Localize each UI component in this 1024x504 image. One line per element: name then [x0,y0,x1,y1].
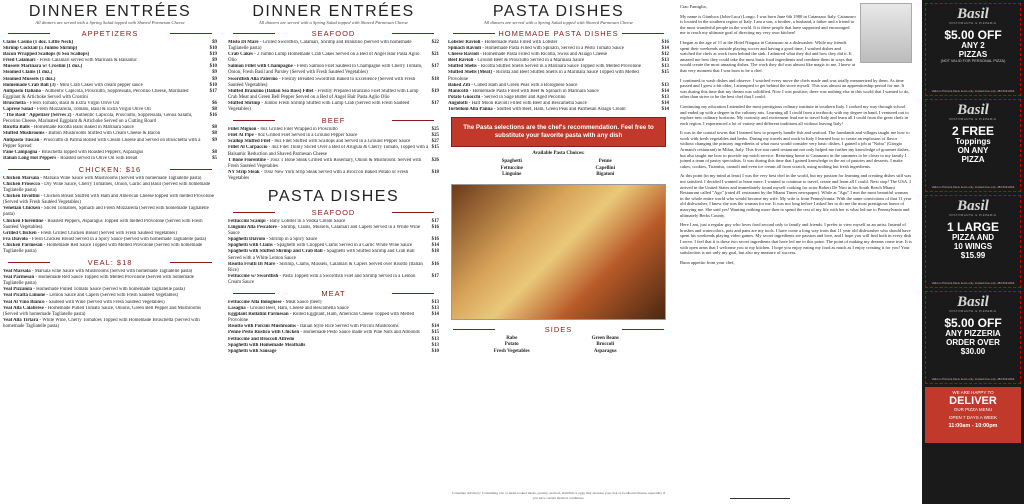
coupon-headline: $5.00 OFF [944,28,1002,42]
menu-item-price: $12 [661,52,669,58]
coupon-line: ON ANY [957,146,989,155]
side-item: Broccoli [596,342,615,348]
appetizers-list [0,40,220,162]
coupon-terms: Valid on Pizzeria Menu items only. Limited time only. 484.509.2066 [931,184,1015,189]
menu-item-name: Caprese Salad - Fresh Mozzarella, Tomato, Basil & Extra Virgin Olive Oil [3,107,151,113]
menu-item [225,349,442,355]
menu-item-price: $14 [431,312,439,318]
menu-item-name: Homemade Crab Ball (3) - Mini Crab Cakes with cream pepper sauce [3,82,143,88]
menu-item [0,206,220,218]
menu-item-price: $25 [431,133,439,139]
menu-item [0,89,220,101]
menu-item-name: Baked Ziti - Cubed Ham and Green Peas with a Bolognese Sauce [448,82,578,88]
menu-item-name: Fillet Al Carpaccio - 4oz Filet Thinly Sliced Over a Bed of Arugula & Cherry Tomato, Topped with a Balsamic Reduction and Shaved Parmesan Cheese [228,145,429,157]
menu-item-price: $14 [661,100,669,106]
menu-item-price: $17 [209,88,217,94]
menu-item-price: $14 [431,324,439,330]
menu-item-name: Scallop Stuffed Filet - 8oz Filet Stuffed with Scallops and Served in a Ground Pepper Sauce [228,139,411,145]
menu-item-price: $13 [431,300,439,305]
coupon-line: 10 WINGS [953,242,993,251]
coupon-line: PIZZAS [958,50,988,59]
homemade-pasta-list [445,40,672,113]
seafood-list [225,40,442,113]
column-subtitle: All dinners are served with a Spring Salad topped with Shaved Parmesan Cheese [483,20,634,25]
section-sides: SIDES [445,325,672,334]
menu-item-name: Spaghetti with Sausage [228,348,277,354]
menu-item [225,145,442,157]
menu-item-name: Spaghetti with Homemade Meatballs [228,342,306,348]
menu-item-name: "The Basil" Appetizer (Serves 2) - Authentic Capicola, Prosciutto, Soppressata, Genoa Salami, Pecorino Cheese, Marinated Eggplant & Artichoke Served on a Cutting Board [3,113,193,125]
menu-item-price: $9 [212,70,217,76]
menu-item-name: Chicken Prosecco - Dry Wine Sauce, Cherry Tomatoes, Onion, Garlic and Basil (Served with homemade Tagliatelle pasta) [3,181,211,194]
coupon-line: Toppings [955,137,991,146]
delivery-headline: DELIVER [949,395,997,407]
menu-item-name: Antipasto Tuscan - Prosciutto di Parma Rolled with Cream Cheese and Served on Bruschetta with a Pepper Spread [3,137,201,149]
menu-item-name: Veal Pizzaiola - Homemade Pulled Tomato Sauce (Served with homemade Tagliatelle pasta) [3,287,185,293]
menu-item-name: Antipasto Italiano - Authentic Capicola, Prosciutto, Soppressata, Pecorino Cheese, Marinated Eggplant & Artichoke Served with Crostini [3,88,189,100]
side-item: Rabe [506,335,518,341]
section-meat: MEAT [225,289,442,298]
menu-item-name: Spaghetti Diavolo - Shrimp in a Spicy Sauce [228,237,318,243]
menu-item-name: Steamed Clams (1 doz.) [3,70,53,76]
coupon-headline: $5.00 OFF [944,316,1002,330]
menu-item-price: $22 [431,40,439,45]
menu-item-price: $8 [212,125,217,131]
pasta-choice: Fettuccine [500,165,523,171]
menu-item [0,113,220,125]
menu-item [225,64,442,76]
menu-item-price: $14 [661,88,669,94]
coupon-line: PIZZA [961,155,985,164]
menu-item-price: $10 [431,348,439,354]
chicken-list [0,176,220,255]
coupon-terms: Valid on Pizzeria Menu items only. Limited time only. 484.509.2066 [931,376,1015,381]
side-item: Fresh Vegetables [493,348,530,354]
delivery-text: WE ARE HAPPY TO [952,390,994,395]
menu-item [225,52,442,64]
pasta-choices-grid [445,159,672,179]
menu-item-price: $13 [661,58,669,64]
menu-item-price: $13 [431,306,439,312]
menu-item-name: Crab Cakes - 2 Jumbo Lump Homemade Crab Cakes Served on a Bed of Angel Hair Pasta Aglio Olio [228,52,420,64]
delivery-text: OUR PIZZA MENU [953,407,993,412]
letter-closing: Buon appetito from your chef, [680,259,735,265]
column-subtitle: All dinners are served with a Spring Salad topped with Shaved Parmesan Cheese [35,20,185,25]
menu-item-name: Stuffed Branzino (Italian Sea Bass) Fillet - Freshly Prepared Branzino Filet Stuffed with Lump Crab Meat and Green Bell Pepper Served on a Bed of Angel Hair Pasta Aglio Olio [228,88,419,100]
menu-item-name: Risotto Frutti Di Mare - Shrimp, Clams, Mussels, Calamari & Capers Served over Risotto (Italian Rice) [228,261,423,273]
menu-item-price: $13 [661,64,669,70]
menu-item-name: Spaghetti with Stuffed Shrimp and Crab Ball - Spaghetti with Stuffed Shrimp and Crab Ball Served with a White Lemon Sauce [228,249,415,261]
menu-item-name: Stuffed Shells (Meat) - Ricotta and Beef Stuffed Shells in a Marinara Sauce Topped with Melted Provolone [448,70,639,82]
menu-item-price: $9 [212,58,217,64]
menu-item-price: $19 [431,88,439,94]
menu-item [0,182,220,194]
menu-item [225,274,442,286]
menu-item-price: $9 [212,137,217,143]
menu-item-price: $13 [661,82,669,88]
menu-item-name: Bacon Wrapped Scallops (6 Sea Scallops) [3,52,90,58]
available-pasta-label: Available Pasta Choices: [532,151,585,157]
brand-logo: Basil [957,198,989,214]
menu-item-price: $16 [431,225,439,231]
brand-logo: Basil [957,6,989,22]
menu-item [225,170,442,182]
coupon-headline: 1 LARGE [946,220,999,234]
letter-paragraph: It was in the coastal towns that I learned how to properly handle fish and seafood. The farmlands and villages taught me how to work with fresh vegetables and herbs. During my travels and work in Italy I learned how to create an explosion of flavor without changing the primary ingredients of what most would consider very basic dishes. I gained a job at "Nobu" (Giorgio Armani's restaurant) in Milan, Italy. This five star rated restaurant not only helped me further my knowledge of gourmet dishes, but also taught me how to provide top notch service. Returning home to Catanzaro in the summers to be closer to my family I joined a team of pastry specialists. It was during this time that I gained knowledge in the art of pastries and desserts. I make cakes, cookies, Tiramisu, cannoli and even ice cream all from scratch, using nothing but fresh ingredients. [680,130,910,169]
menu-item-name: Spinach Ravioli - Homemade Pasta Filled with Spinach, Served in a Pesto Tomato Sauce [448,46,624,52]
menu-item-price: $18 [431,76,439,82]
menu-item-name: Veal Alla Tirtara - White Wine, Cherry Tomatoes Topped with Homemade Bruschetta (Served with homemade Tagliatelle pasta) [3,317,200,329]
menu-item-name: Fettuccine w/ Swordfish - Pasta Topped with a Swordfish Filet and Shrimp Served in a Lemon Cream Sauce [228,273,416,285]
menu-item-price: $17 [431,273,439,279]
brand-subtitle: RISTORANTE & PIZZERIA [949,21,997,25]
menu-item-name: Fettuccini Scampi - Baby Lobster in a Vodka Cream Sauce [228,218,346,224]
column-title: PASTA DISHES [492,3,625,20]
menu-item-name: Chicken Parmesan - Homemade Red Sauce Topped with Melted Provolone (Served with homemade Tagliatelle pasta) [3,242,203,254]
menu-item-name: Veal Parmesan - Homemade Red Sauce Topped with Melted Provolone (Served with homemade Tagliatelle pasta) [3,275,194,287]
brand-logo: Basil [957,294,989,310]
letter-paragraph: I began at the age of 11 at the Hotel Niagara in Catanzaro as a dishwasher. While my friends spent their weekends outside playing soccer and having a good time, I washed dishes and watched the chefs at work from behind the sink. I admired what they did and how they did it. It amazed me how they could take the most basic food ingredients and combine them in ways that would create the most amazing dishes. The work they did was almost like magic to me. I knew at that very moment that I was born to be a chef. [680,39,856,73]
menu-item-price: $17 [431,64,439,70]
menu-item-name: Linguini Alla Pescatore - Shrimp, Clams, Mussels, Calamari and Capers Served in a White Wine Sauce [228,225,421,237]
menu-item-price: $8 [212,149,217,155]
menu-item [225,262,442,274]
menu-item-name: Beef Ravioli - Ground Beef & Prosciutto Served in a Marinara Sauce [448,58,585,64]
chef-signature [730,483,790,499]
section-pasta-seafood: SEAFOOD [225,208,442,217]
menu-item-price: $6 [212,100,217,106]
menu-item-name: Angolotti - Half Moon Ravioli Filled with Beef and Bescamella Sauce [448,100,587,106]
menu-item-name: Penne Pesto Rustico with Chicken - Homemade Pesto Sauce made with Pine Nuts and Almonds [228,330,420,336]
menu-item-name: Fra Diavolo - Fresh Chicken Breast Served in a Spicy Sauce (Served with homemade Tagliatelle pasta) [3,236,207,242]
menu-item-price: $16 [661,40,669,45]
hours-label: OPEN 7 DAYS A WEEK [949,415,997,420]
pasta-choice: Spaghetti [501,159,522,165]
coupon-terms: Valid on Pizzeria Menu items only. Limited time only. 484.509.2066 [931,88,1015,93]
section-chicken: CHICKEN: $16 [0,165,220,174]
menu-item-name: Veal Picatta Limone - Lemon Sauce and Capers (Served with Fresh Sautéed Vegetables) [3,293,179,299]
menu-item-price: $18 [431,249,439,255]
menu-item-price: $9 [212,76,217,82]
menu-item-name: Potato Gnocchi - Served in Sage Butter and Aged Pecorino [448,94,566,100]
menu-item-name: Clams Casino (1 doz. Little Neck) [3,40,74,45]
brand-subtitle: RISTORANTE & PIZZERIA [949,309,997,313]
coupon-terms: Valid on Pizzeria Menu items only. Limited time only. 484.509.2066 [931,280,1015,285]
coupon-line: ANY PIZZERIA [945,329,1001,338]
menu-item [225,312,442,324]
menu-item-name: Spaghetti with Clams - Spaghetti with Chopped Clams Served in a Garlic White Wine Sauce [228,243,413,249]
brand-subtitle: RISTORANTE & PIZZERIA [949,117,997,121]
sides-grid [445,336,672,356]
menu-item-name: Fillet Mignon - 8oz Grilled Filet Wrapped in Prosciutto [228,127,338,133]
menu-item-name: Swordfish Alla Palermo - Freshly Breaded Swordfish Baked to Excellence (Served with Fresh Sautéed Vegetables) [228,76,416,88]
menu-item-price: $5 [212,155,217,161]
menu-item-name: Steamed Mussels (1 doz.) [3,76,56,82]
coupon-line: $15.99 [960,251,986,260]
coupon [925,291,1021,384]
section-veal: VEAL: $18 [0,258,220,267]
coupon-line: (NOT VALID FOR PERSONAL PIZZA) [940,59,1006,63]
menu-item [225,158,442,170]
menu-item [445,107,672,113]
coupon-line: ORDER OVER [946,338,1000,347]
menu-item-price: $14 [661,107,669,113]
menu-item-price: $10 [209,46,217,52]
menu-item-name: Bruschetta - Fresh Tomato, Basil & Extra Virgin Olive Oil [3,100,120,106]
menu-item-name: Chicken Marsala - Marsala Wine Sauce with Mushrooms (Served with homemade Tagliatelle pasta) [3,175,202,181]
menu-item-price: $17 [431,100,439,106]
meat-list [225,300,442,355]
brand-subtitle: RISTORANTE & PIZZERIA [949,213,997,217]
menu-item-name: Venetian Chicken - Sliced Tomatoes, Spinach and Fresh Mozzarella (Served with homemade Tagliatelle pasta) [3,206,209,218]
letter-paragraph: Here I am, just a regular guy who loves food second only to family and friends. I prefer to view myself as an artist. Instead of brushes and watercolors, pots and pans are my tools. I have come a long way from that 11 year old dishwasher who should have spent his weekends playing video games. My secret ingredients are passion and love, and I hope you will find both in every dish I serve. I feel that it is these two secret ingredients that have led me to this point. The point of making my dreams come true. It is with open arms that I welcome you to my kitchen. I hope you enjoy eating my food as much as I enjoy creating it for you! Your satisfaction is not only my goal, but also my measure of success. [680,222,912,256]
menu-item-name: Veal Al Vino Bianco - Sautéed with Wine (Served with Fresh Sautéed Vegetables) [3,299,165,305]
menu-item-name: Manicotti - Homemade Pasta Filled with Beef & Spinach in Marinara Sauce [448,88,599,94]
coupon [925,3,1021,96]
menu-item [225,101,442,113]
menu-item [0,306,220,318]
menu-item-name: Tortelloni Alla Panna - Stuffed with Beef, Ham, Green Peas and Parmesan Asiago Cream [448,107,626,113]
letter-paragraph: My name is Gianluca (John-Luca) Longo. I was born June 6th 1980 in Catanzaro Italy. Catanzaro is located in the southern region of Italy. I am a son, a brother, a husband, a father and a friend to the most wonderful people in the world. It is these people that have supported and encouraged me to reach my ultimate goal of directing my very own kitchen! [680,13,856,36]
menu-item-name: Grilled Chicken - Fresh Grilled Chicken Breast (Served with Fresh Sautéed Vegetables) [3,230,177,236]
menu-item-price: $8 [212,131,217,137]
menu-item-price: $13 [661,94,669,100]
letter-paragraph: At this point (in my mind at least) I was the very best chef in the world, but my passion for learning and creating dishes still was not satisfied. I decided I wanted to learn more. I wanted to continue to travel, create and learn all I could. Next stop! The USA. I arrived in the United States and immediately found myself cooking for actor Robert De Niro in his South Beach Miami Restaurant called "Ago" (rated #1 restaurant by the Miami Times newspaper). While at "Ago" I met the most beautiful woman in the whole entire world who would become my wife. My wife is from Pennsylvania. With the same convictions of that 11 year old dishwasher, I knew she was the woman for me. It was not long before I asked her to do me the most prestigious honor of marrying me. She said yes! Wanting nothing more then to spend the rest of my life with her is what led me to Pennsylvania and ultimately Berks County. [680,173,912,218]
pasta-title: PASTA DISHES [267,187,400,205]
menu-item-name: Filet Al Pipe - 8oz Grilled Filet Served in a Ground Pepper Sauce [228,133,358,139]
menu-item [0,156,220,162]
delivery-banner [925,387,1021,443]
beef-list [225,127,442,182]
menu-item-name: Misto Di Mare - Grilled Swordfish, Calamari, Shrimp and Branzino (Served with homemade Tagliatelle pasta) [228,40,412,52]
menu-item-price: $15 [431,330,439,336]
side-item: Potato [504,342,519,348]
menu-item-name: Pane Campagna - Bruschetta topped with Roasted Peppers, Asparagus [3,149,144,155]
menu-column-dinner-entrees-1 [0,0,220,504]
menu-item-name: Fettuccine Alla Bolognese - Meat Sauce (beef) [228,300,322,305]
menu-item-price: $10 [209,82,217,88]
menu-item [225,77,442,89]
menu-item-price: $14 [661,46,669,52]
menu-item-price: $16 [431,261,439,267]
menu-item [225,89,442,101]
menu-item [0,243,220,255]
menu-item-name: NY Strip Steak - 10oz New York Strip Steak Served with a Broccoli Baked Potato or Fresh Vegetables [228,169,409,181]
pasta-choice: Capellini [595,165,615,171]
menu-item-price: $9 [212,40,217,45]
veal-list [0,269,220,330]
menu-item-name: Fettuccine and Broccoli Alfredo [228,336,295,342]
section-seafood: SEAFOOD [225,29,442,38]
menu-item-price: $10 [209,64,217,70]
menu-column-pasta [445,0,672,504]
menu-item-price: $26 [431,157,439,163]
coupon [925,99,1021,192]
chef-letter [674,0,918,504]
menu-item-price: $14 [431,243,439,249]
menu-item-name: Stuffed Mushrooms - Button Mushrooms Stuffed with Cream Cheese & Bacon [3,131,161,137]
menu-item-price: $27 [431,139,439,145]
coupon-line: $30.00 [960,347,986,356]
menu-item-price: $16 [431,237,439,243]
pasta-choice: Penne [598,159,612,165]
letter-paragraph: Continuing my education I attended the most prestigious culinary institute in southern Italy. I cooked my way through school and ended up with a degree in the culinary arts. Learning all I could from a textbook; with my degree in hand, I ventured out to explore new culinary horizons. My curiosity and excitement lead me to travel Italy and learn all I could from the great chefs in each region. I experienced a lot of variety and different traditions all without leaving Italy! [680,103,909,126]
pasta-choice: Bigatoni [596,172,615,178]
menu-item-price: $19 [209,52,217,58]
menu-item [0,219,220,231]
menu-item [0,275,220,287]
menu-item-name: Fried Calamari - Fresh Calamari served with Marinara & Balsamic [3,58,138,64]
coupon-line: PIZZA AND [951,233,995,242]
coupons-column [922,0,1024,504]
section-appetizers: APPETIZERS [0,29,220,38]
menu-item-name: Lasagna - Ground Beef, Ham, Cheese and Bescamella Sauce [228,306,349,312]
menu-column-dinner-entrees-2 [225,0,442,504]
coupon [925,195,1021,288]
menu-item-name: Veal Marsala - Marsala wine Sauce with Mushrooms (Served with homemade Tagliatelle pasta) [3,269,193,275]
menu-item-name: Shrimp Cocktail (5 Jumbo Shrimp) [3,46,78,52]
menu-item-price: $18 [431,169,439,175]
menu-item-name: Risotto with Porcini Mushrooms - Italian Style Rice Served with Porcini Mushrooms [228,324,399,330]
menu-item-name: Veal Alla Calabrese - Homemade Pulled Tomato Sauce, Onions, Green Bell Pepper and Mushrooms (Served with homemade Tagliatelle pasta) [3,305,202,317]
menu-item-price: $21 [431,52,439,58]
column-title: DINNER ENTRÉES [252,3,415,20]
column-subtitle: All dinners are served with a Spring Salad topped with Shaved Parmesan Cheese [258,20,409,25]
menu-item-price: $16 [209,113,217,119]
menu-item-price: $8 [212,107,217,113]
coupon-headline: 2 FREE [951,124,994,138]
side-item: Green Beans [591,335,619,341]
menu-item-name: Salmon Fillet with Champagne - Fresh Salmon Filet Sautéed in Champagne with Cherry Tomato, Onion, Fresh Basil and Parsley (Served with Fresh Sautéed Vegetables) [228,64,423,76]
menu-item-price: $25 [431,127,439,133]
chef-recommendation-banner: The Pasta selections are the chef's recommendation. Feel free to substitute your favorite pasta with any dish [451,117,666,147]
menu-item-name: Stuffed Shells - Ricotta Stuffed Shells Served in a Marinara Sauce Topped with Melted Provolone [448,64,641,70]
pasta-choice: Linguine [502,172,522,178]
letter-greeting: Ciao Famiglia, [680,4,707,9]
letter-paragraph: I continued to wash dishes and observe. I watched every move the chefs made and was totally mesmerized by them. As time passed and I grew a bit older, I attempted to get behind the stove myself. This was almost an apprenticeship period for me. It was during this time that my dream was solidified. Now I was positive; there was nothing else in this world that I wanted to do, other than strive to be the best chef that I could. [680,77,910,100]
menu-item [0,194,220,206]
menu-item [445,70,672,82]
menu-item-price: $17 [431,218,439,224]
menu-item-name: Chicken Involtini - Chicken Breast Stuffed with Ham and American Cheese topped with melted Provolone (Served with Fresh Sautéed Vegetables) [3,194,215,206]
menu-item-price: $13 [431,336,439,342]
pasta-photo [451,184,666,320]
menu-item-price: $13 [431,342,439,348]
menu-item-name: Cheese Ravioli - Homemade Pasta Filled with Ricotta, Swiss and Asiago Cheese [448,52,608,58]
menu-item-name: Italian Long Hot Peppers - Roasted served in Olive Oil with Bread [3,155,138,161]
menu-item [0,318,220,330]
coupons-list [922,3,1024,384]
menu-item [225,249,442,261]
section-homemade-pasta: HOMEMADE PASTA DISHES [445,29,672,38]
menu-item-name: Ricotta Balls - Homemade Ricotta Balls Baked in Marinara Sauce [3,125,134,131]
consumer-advisory: Consumer Advisory: Consuming raw or undercooked meats, poultry, seafood, shellfish or eggs may increase your risk of foodborne illness, especially if you have certain medical conditions. [451,491,666,500]
chef-photo [860,3,912,63]
menu-item-name: Lobster Ravioli - Homemade Pasta Filled with Lobster [448,40,558,45]
pasta-seafood-list [225,219,442,286]
menu-item [225,40,442,52]
side-item: Asparagus [593,348,617,354]
menu-item [0,138,220,150]
hours-value: 11:00am - 10:00pm [948,423,998,429]
brand-logo: Basil [957,102,989,118]
coupon-line: ANY 2 [961,41,985,50]
menu-item-price: $15 [431,145,439,151]
column-title: DINNER ENTRÉES [28,3,192,20]
section-beef: BEEF [225,116,442,125]
menu-item-name: Eggplant Rollatini Parmesan - Rolled Eggplant, Ham, American Cheese Topped with Melted Provolone [228,312,415,324]
menu-item-price: $15 [661,70,669,76]
menu-item-name: Chicken Florentine - Roasted Peppers, Asparagus Topped with melted Provolone (Served with Fresh Sautéed Vegetables) [3,218,203,230]
menu-item [225,225,442,237]
menu-item-name: T Bone Florentine - 16oz T Bone Steak Grilled with Rosemary, Onion & Mushroom. Served with Fresh Sautéed Vegetables [228,157,422,169]
menu-item-name: Mussels Marinara w/ Crostini (1 doz.) [3,64,83,70]
menu-item-name: Stuffed Shrimp - Jumbo Fresh Shrimp Stuffed with Lump Crab (Served with Fresh Sautéed Vegetables) [228,100,410,113]
